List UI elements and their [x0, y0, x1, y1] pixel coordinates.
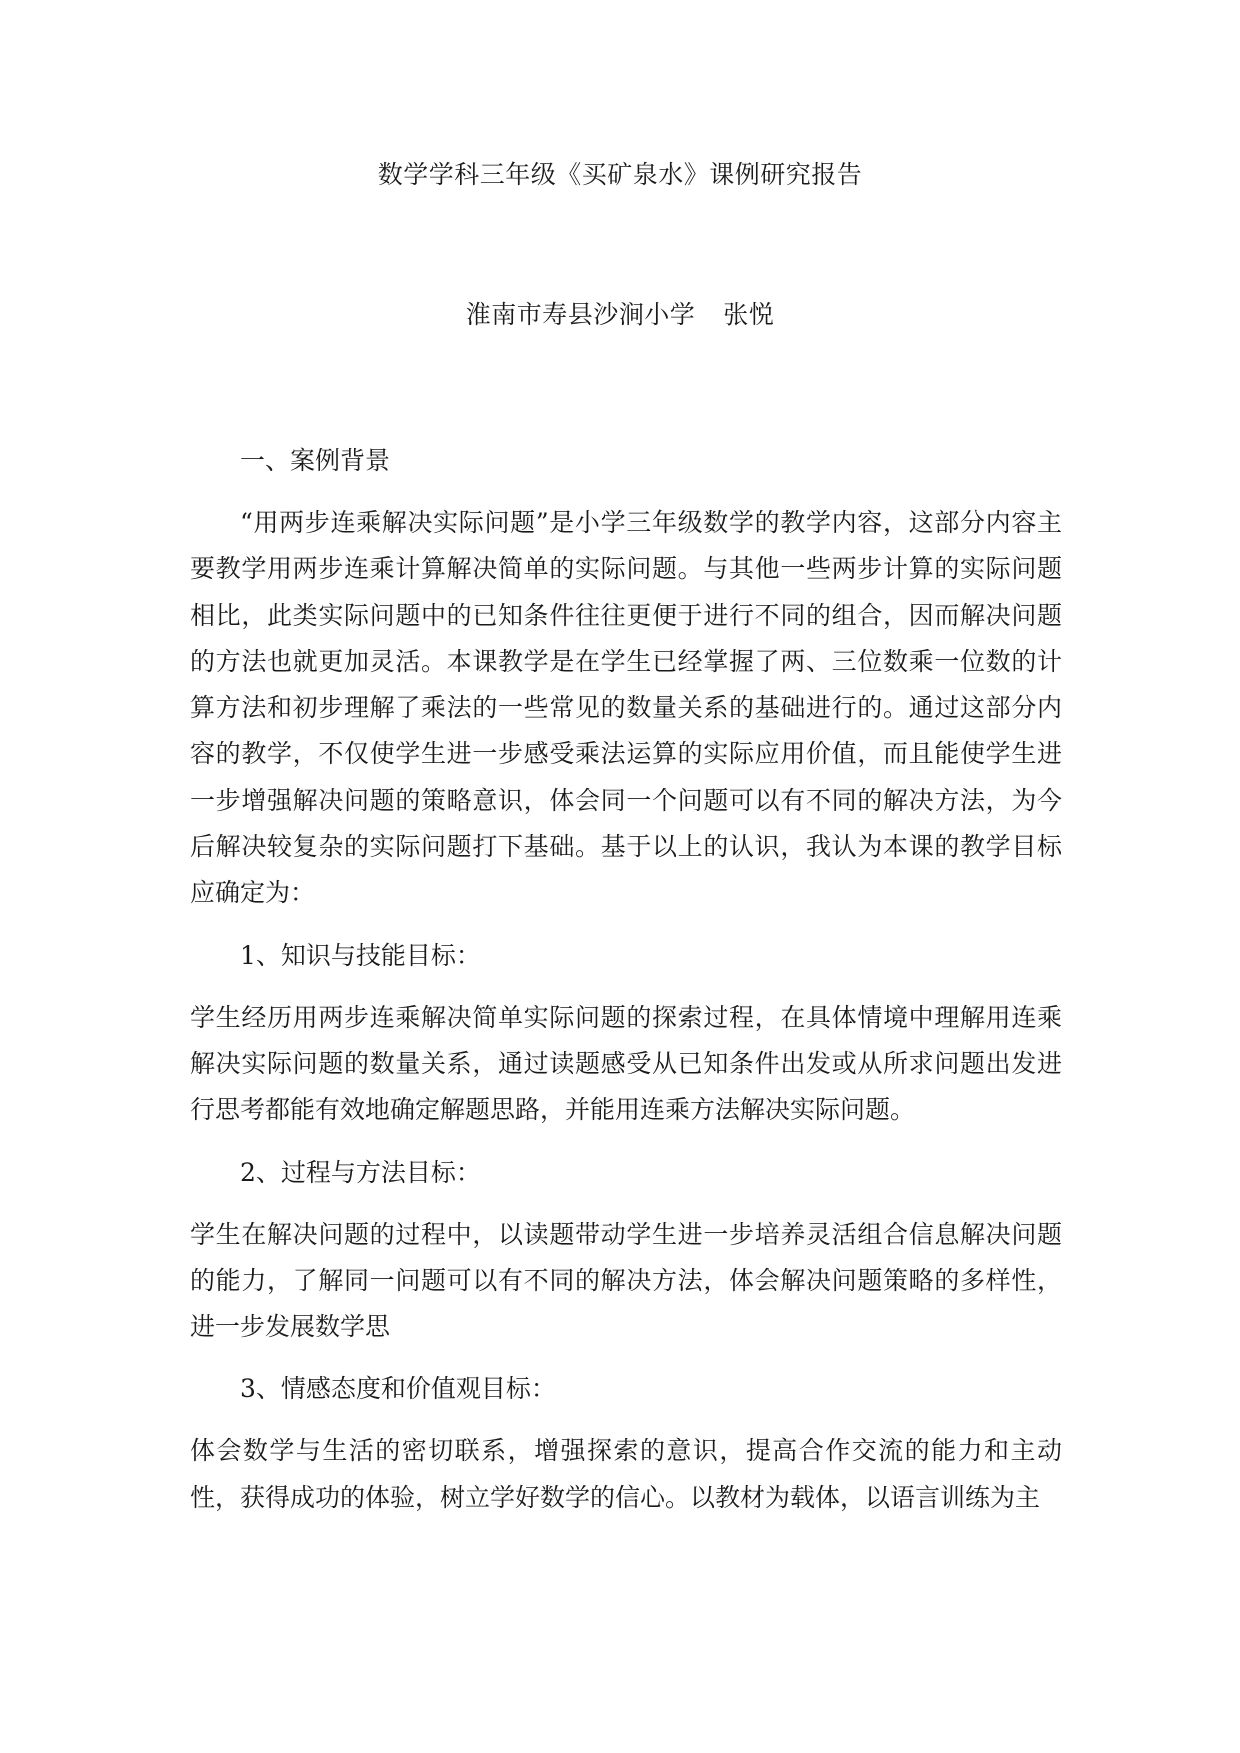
- document-title: 数学学科三年级《买矿泉水》课例研究报告: [377, 160, 863, 189]
- background-paragraph: “用两步连乘解决实际问题”是小学三年级数学的教学内容，这部分内容主要教学用两步连乘计算解决简单的实际问题。与其他一些两步计算的实际问题相比，此类实际问题中的已知条件往往更便于进行不同的组合，因而解决问题的方法也就更加灵活。本课教学是在学生已经掌握了两、三位数乘一位数的计算方法和初步理解了乘法的一些常见的数量关系的基础进行的。通过这部分内容的教学，不仅使学生进一步感受乘法运算的实际应用价值，而且能使学生进一步增强解决问题的策略意识，体会同一个问题可以有不同的解决方法，为今后解决较复杂的实际问题打下基础。基于以上的认识，我认为本课的教学目标应确定为：: [190, 508, 1062, 908]
- goal-text-emotion: 体会数学与生活的密切联系，增强探索的意识，提高合作交流的能力和主动性，获得成功的体验，树立学好数学的信心。以教材为载体，以语言训练为主: [190, 1436, 1062, 1512]
- goal-text-knowledge: 学生经历用两步连乘解决简单实际问题的探索过程，在具体情境中理解用连乘解决实际问题的数量关系，通过读题感受从已知条件出发或从所求问题出发进行思考都能有效地确定解题思路，并能用连乘方法解决实际问题。: [190, 1002, 1062, 1125]
- goal-heading-process: 2、过程与方法目标：: [240, 1157, 481, 1187]
- author-line: [0, 298, 1240, 332]
- section-heading-background: 一、案例背景: [240, 446, 391, 475]
- author-name: 张悦: [723, 300, 775, 329]
- goal-text-process: 学生在解决问题的过程中，以读题带动学生进一步培养灵活组合信息解决问题的能力，了解同一问题可以有不同的解决方法，体会解决问题策略的多样性，进一步发展数学思: [190, 1219, 1062, 1342]
- document-body: [190, 438, 1062, 1537]
- author-school: 淮南市寿县沙涧小学: [465, 300, 696, 329]
- goal-heading-emotion: 3、情感态度和价值观目标：: [240, 1374, 556, 1404]
- goal-heading-knowledge: 1、知识与技能目标：: [240, 940, 481, 970]
